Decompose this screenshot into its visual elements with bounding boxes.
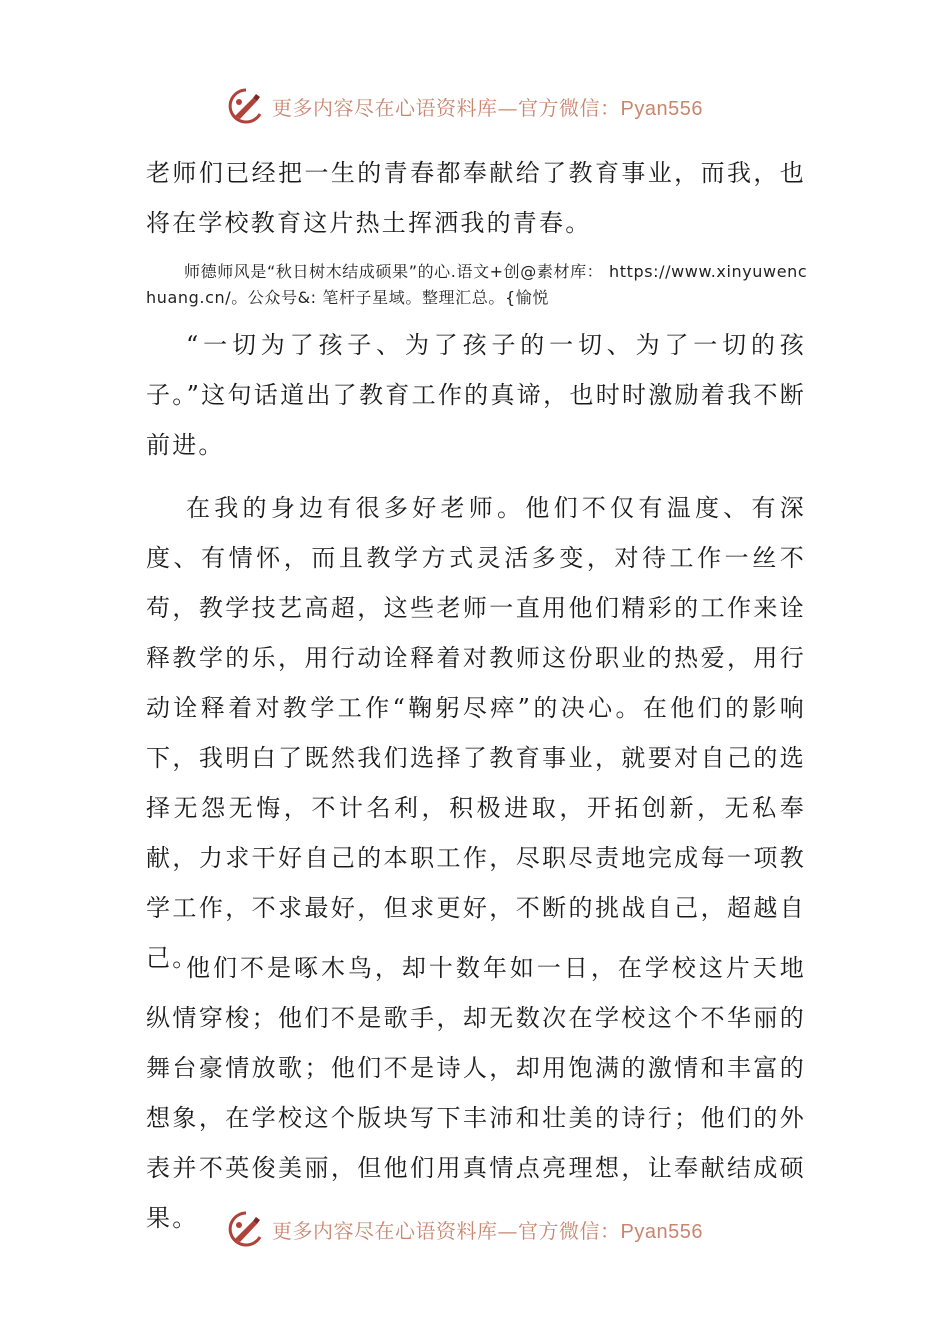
paragraph-3: 在我的身边有很多好老师。他们不仅有温度、有深度、有情怀，而且教学方式灵活多变，对待工作一丝不苟，教学技艺高超，这些老师一直用他们精彩的工作来诠释教学的乐，用行动诠释着对教师这份职业的热爱，用行动诠释着对教学工作“鞠躬尽瘁”的决心。在他们的影响下，我明白了既然我们选择了教育事业，就要对自己的选择无怨无悔，不计名利，积极进取，开拓创新，无私奉献，力求干好自己的本职工作，尽职尽责地完成每一项教学工作，不求最好，但求更好，不断的挑战自己，超越自己。 <box>146 494 806 972</box>
wechat-id: Pyan556 <box>620 97 703 120</box>
banner-text: 更多内容尽在心语资料库—官方微信：Pyan556 <box>272 95 703 120</box>
paragraph-2: “一切为了孩子、为了孩子的一切、为了一切的孩子。”这句话道出了教育工作的真谛，也时时激励着我不断前进。 <box>146 331 806 459</box>
paragraph-1: 老师们已经把一生的青春都奉献给了教育事业，而我，也将在学校教育这片热土挥洒我的青春。 <box>146 159 806 237</box>
pen-circle-logo-icon <box>226 1209 266 1249</box>
footer-banner <box>226 1207 746 1251</box>
paragraph-4: 他们不是啄木鸟，却十数年如一日，在学校这片天地纵情穿梭；他们不是歌手，却无数次在学校这个不华丽的舞台豪情放歌；他们不是诗人，却用饱满的激情和丰富的想象，在学校这个版块写下丰沛和壮美的诗行；他们的外表并不英俊美丽，但他们用真情点亮理想，让奉献结成硕果。 <box>146 954 806 1232</box>
source-note: 师德师风是“秋日树木结成硕果”的心.语文+创@素材库： https://www.xinyuwenchuang.cn/。公众号&: 笔杆子星域。整理汇总。{愉悦 <box>146 262 808 307</box>
wechat-id: Pyan556 <box>620 1220 703 1243</box>
banner-text: 更多内容尽在心语资料库—官方微信：Pyan556 <box>272 1218 703 1243</box>
pen-circle-logo-icon <box>226 86 266 126</box>
header-banner <box>226 84 746 128</box>
